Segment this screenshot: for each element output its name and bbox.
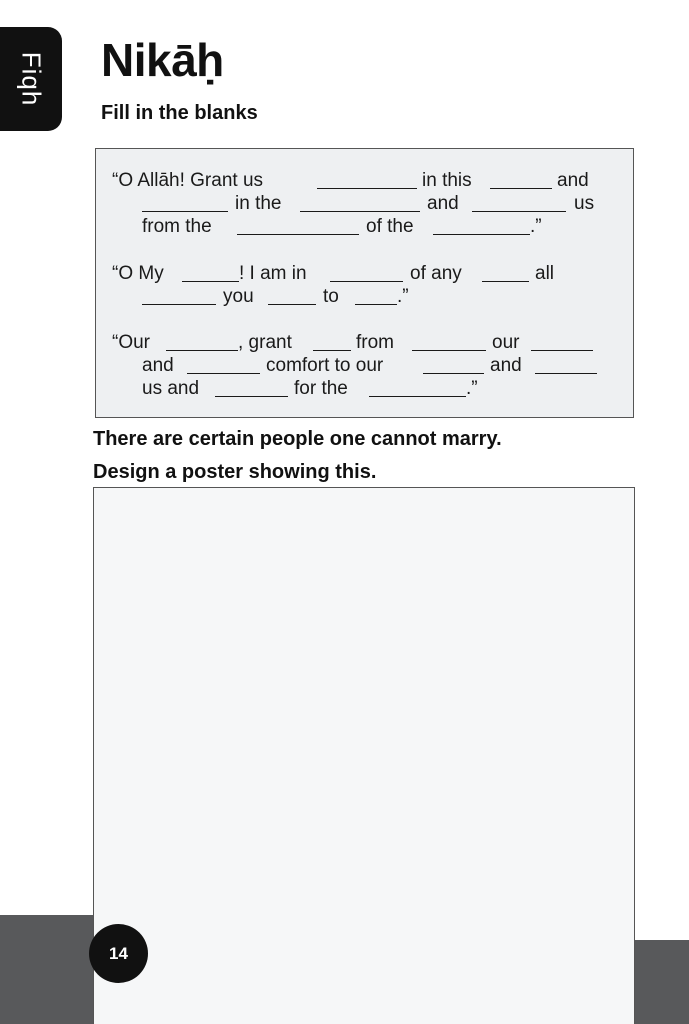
text-segment: of the — [366, 216, 414, 237]
poster-drawing-area[interactable] — [93, 487, 635, 1024]
blank-field[interactable] — [535, 373, 597, 374]
dua-1-line-1 — [112, 169, 612, 193]
activity-instruction: Design a poster showing this. — [93, 461, 377, 483]
fill-in-blanks-box — [95, 148, 634, 418]
text-segment: .” — [530, 216, 542, 237]
section-tab-label: Fiqh — [16, 51, 47, 107]
blank-field[interactable] — [369, 396, 466, 397]
text-segment: and — [490, 355, 522, 376]
text-segment: and — [557, 170, 589, 191]
blank-field[interactable] — [215, 396, 288, 397]
blank-field[interactable] — [166, 350, 238, 351]
text-segment: of any — [410, 263, 462, 284]
activity-statement: There are certain people one cannot marry. — [93, 428, 502, 450]
text-segment: in the — [235, 193, 282, 214]
blank-field[interactable] — [317, 188, 417, 189]
blank-field[interactable] — [182, 281, 239, 282]
blank-field[interactable] — [268, 304, 316, 305]
instruction-heading: Fill in the blanks — [101, 102, 258, 124]
blank-field[interactable] — [531, 350, 593, 351]
text-segment: our — [492, 332, 520, 353]
blank-field[interactable] — [142, 304, 216, 305]
text-segment: to — [323, 286, 339, 307]
blank-field[interactable] — [313, 350, 351, 351]
page-title: Nikāḥ — [101, 34, 224, 86]
blank-field[interactable] — [300, 211, 420, 212]
dua-3-line-2 — [142, 354, 612, 378]
text-segment: for the — [294, 378, 348, 399]
text-segment: us — [574, 193, 595, 214]
blank-field[interactable] — [423, 373, 484, 374]
blank-field[interactable] — [433, 234, 530, 235]
dua-1-line-3 — [142, 215, 592, 239]
text-segment: “O Allāh! Grant us — [112, 170, 264, 191]
section-tab — [0, 27, 62, 131]
text-segment: “Our — [112, 332, 150, 353]
text-segment: comfort to our — [266, 355, 384, 376]
text-segment: and — [142, 355, 174, 376]
text-segment: us and — [142, 378, 200, 399]
text-segment: “O My — [112, 263, 164, 284]
blank-field[interactable] — [142, 211, 228, 212]
text-segment: all — [535, 263, 555, 284]
footer-band-right — [628, 940, 689, 1024]
blank-field[interactable] — [490, 188, 552, 189]
dua-3-line-1 — [112, 331, 612, 355]
dua-2-line-2 — [142, 285, 462, 309]
blank-field[interactable] — [355, 304, 397, 305]
blank-field[interactable] — [330, 281, 403, 282]
text-segment: , grant — [238, 332, 292, 353]
dua-3-line-3 — [142, 377, 542, 401]
blank-field[interactable] — [412, 350, 486, 351]
blank-field[interactable] — [482, 281, 529, 282]
text-segment: ! I am in — [239, 263, 307, 284]
footer-band-left — [0, 915, 100, 1024]
dua-2-line-1 — [112, 262, 612, 286]
text-segment: and — [427, 193, 459, 214]
blank-field[interactable] — [237, 234, 359, 235]
blank-field[interactable] — [187, 373, 260, 374]
text-segment: from — [356, 332, 394, 353]
text-segment: from the — [142, 216, 212, 237]
text-segment: .” — [466, 378, 478, 399]
text-segment: .” — [397, 286, 409, 307]
text-segment: in this — [422, 170, 472, 191]
text-segment: you — [223, 286, 254, 307]
blank-field[interactable] — [472, 211, 566, 212]
dua-1-line-2 — [142, 192, 612, 216]
page-number-badge: 14 — [89, 924, 148, 983]
